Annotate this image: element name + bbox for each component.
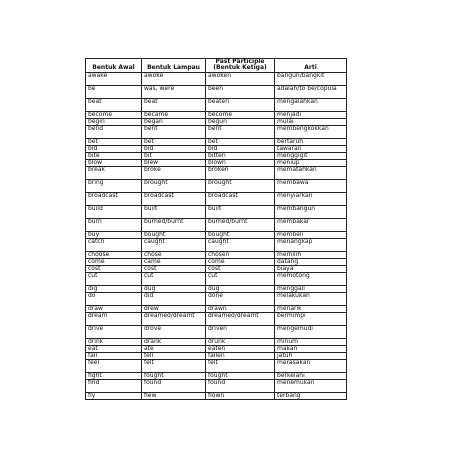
cell-past-participle: cost: [206, 266, 275, 273]
cell-bentuk-lampau: bet: [142, 139, 206, 146]
cell-arti: minum: [275, 339, 347, 346]
cell-bentuk-lampau: found: [142, 380, 206, 393]
cell-arti: mengalahkan: [275, 99, 347, 112]
table-row: [86, 219, 347, 232]
cell-arti: menyiarkan: [275, 193, 347, 206]
cell-past-participle: been: [206, 86, 275, 99]
irregular-verbs-table: [85, 58, 347, 400]
cell-past-participle: become: [206, 112, 275, 119]
table-row: [86, 259, 347, 266]
cell-past-participle: begun: [206, 119, 275, 126]
cell-bentuk-awal: cost: [86, 266, 142, 273]
cell-past-participle: broadcast: [206, 193, 275, 206]
cell-arti: merasakan: [275, 360, 347, 373]
cell-bentuk-awal: drive: [86, 326, 142, 339]
cell-arti: menarik: [275, 306, 347, 313]
cell-bentuk-awal: begin: [86, 119, 142, 126]
cell-bentuk-awal: build: [86, 206, 142, 219]
cell-bentuk-lampau: drove: [142, 326, 206, 339]
cell-bentuk-awal: eat: [86, 346, 142, 353]
header-bentuk-awal: Bentuk Awal: [86, 59, 142, 73]
cell-past-participle: fought: [206, 373, 275, 380]
cell-arti: menemukan: [275, 380, 347, 393]
cell-arti: meniup: [275, 160, 347, 167]
cell-arti: menggigit: [275, 153, 347, 160]
header-row: [86, 59, 347, 73]
cell-past-participle: bet: [206, 139, 275, 146]
cell-past-participle: chosen: [206, 252, 275, 259]
cell-bentuk-lampau: felt: [142, 360, 206, 373]
table-row: [86, 360, 347, 373]
table-row: [86, 293, 347, 306]
cell-arti: berkelahi: [275, 373, 347, 380]
cell-arti: melakukan: [275, 293, 347, 306]
cell-arti: bermimpi: [275, 313, 347, 326]
cell-arti: membengkokkan: [275, 126, 347, 139]
table-header: [86, 59, 347, 73]
cell-bentuk-awal: fight: [86, 373, 142, 380]
cell-past-participle: flown: [206, 393, 275, 400]
cell-bentuk-lampau: broadcast: [142, 193, 206, 206]
cell-bentuk-awal: dream: [86, 313, 142, 326]
table-row: [86, 119, 347, 126]
cell-arti: jatuh: [275, 353, 347, 360]
table-row: [86, 306, 347, 313]
table-body: [86, 73, 347, 400]
cell-arti: menggali: [275, 286, 347, 293]
cell-bentuk-awal: dig: [86, 286, 142, 293]
cell-bentuk-awal: fly: [86, 393, 142, 400]
cell-arti: membangun: [275, 206, 347, 219]
cell-bentuk-awal: do: [86, 293, 142, 306]
cell-past-participle: done: [206, 293, 275, 306]
table-row: [86, 126, 347, 139]
cell-past-participle: fallen: [206, 353, 275, 360]
table-row: [86, 167, 347, 180]
cell-bentuk-awal: become: [86, 112, 142, 119]
cell-past-participle: bid: [206, 146, 275, 153]
cell-bentuk-lampau: burned/burnt: [142, 219, 206, 232]
header-past-participle-line1: Past Participle: [215, 58, 265, 65]
cell-bentuk-awal: bid: [86, 146, 142, 153]
cell-arti: terbang: [275, 393, 347, 400]
table-row: [86, 73, 347, 86]
table-row: [86, 373, 347, 380]
cell-bentuk-lampau: fought: [142, 373, 206, 380]
table-row: [86, 339, 347, 346]
header-past-participle-line2: (Bentuk Ketiga): [213, 64, 267, 71]
cell-arti: datang: [275, 259, 347, 266]
cell-bentuk-lampau: beat: [142, 99, 206, 112]
cell-arti: membawa: [275, 180, 347, 193]
cell-bentuk-awal: bring: [86, 180, 142, 193]
table-row: [86, 266, 347, 273]
cell-bentuk-awal: choose: [86, 252, 142, 259]
cell-bentuk-lampau: came: [142, 259, 206, 266]
table-row: [86, 313, 347, 326]
cell-past-participle: found: [206, 380, 275, 393]
cell-arti: tawaran: [275, 146, 347, 153]
cell-past-participle: built: [206, 206, 275, 219]
cell-bentuk-awal: feel: [86, 360, 142, 373]
cell-bentuk-awal: drink: [86, 339, 142, 346]
cell-bentuk-awal: catch: [86, 239, 142, 252]
cell-bentuk-awal: broadcast: [86, 193, 142, 206]
cell-arti: membakar: [275, 219, 347, 232]
cell-bentuk-lampau: blew: [142, 160, 206, 167]
cell-bentuk-awal: break: [86, 167, 142, 180]
cell-arti: bangun/bangkit: [275, 73, 347, 86]
cell-arti: memotong: [275, 273, 347, 286]
cell-bentuk-awal: bend: [86, 126, 142, 139]
cell-arti: mematahkan: [275, 167, 347, 180]
cell-past-participle: blown: [206, 160, 275, 167]
table-row: [86, 112, 347, 119]
table-row: [86, 206, 347, 219]
cell-bentuk-awal: awake: [86, 73, 142, 86]
cell-past-participle: drawn: [206, 306, 275, 313]
cell-past-participle: dug: [206, 286, 275, 293]
cell-bentuk-awal: buy: [86, 232, 142, 239]
cell-bentuk-awal: blow: [86, 160, 142, 167]
cell-past-participle: bought: [206, 232, 275, 239]
cell-bentuk-lampau: bought: [142, 232, 206, 239]
cell-past-participle: eaten: [206, 346, 275, 353]
table-row: [86, 346, 347, 353]
cell-bentuk-awal: bet: [86, 139, 142, 146]
cell-bentuk-lampau: fell: [142, 353, 206, 360]
table-row: [86, 160, 347, 167]
cell-bentuk-lampau: built: [142, 206, 206, 219]
cell-bentuk-lampau: dreamed/dreamt: [142, 313, 206, 326]
cell-arti: membeli: [275, 232, 347, 239]
cell-past-participle: bent: [206, 126, 275, 139]
cell-arti: mulai: [275, 119, 347, 126]
cell-arti: menangkap: [275, 239, 347, 252]
cell-bentuk-lampau: caught: [142, 239, 206, 252]
cell-bentuk-lampau: was, were: [142, 86, 206, 99]
cell-arti: menjadi: [275, 112, 347, 119]
table-row: [86, 139, 347, 146]
table-row: [86, 353, 347, 360]
cell-past-participle: awoken: [206, 73, 275, 86]
cell-bentuk-awal: beat: [86, 99, 142, 112]
table-row: [86, 252, 347, 259]
table-row: [86, 273, 347, 286]
cell-past-participle: bitten: [206, 153, 275, 160]
table-row: [86, 86, 347, 99]
cell-bentuk-lampau: drank: [142, 339, 206, 346]
cell-arti: makan: [275, 346, 347, 353]
table-row: [86, 380, 347, 393]
cell-past-participle: come: [206, 259, 275, 266]
cell-past-participle: cut: [206, 273, 275, 286]
cell-bentuk-awal: fall: [86, 353, 142, 360]
cell-bentuk-lampau: bit: [142, 153, 206, 160]
cell-arti: adalah/to be/copula: [275, 86, 347, 99]
cell-past-participle: burned/burnt: [206, 219, 275, 232]
cell-bentuk-lampau: chose: [142, 252, 206, 259]
cell-bentuk-awal: find: [86, 380, 142, 393]
cell-bentuk-awal: burn: [86, 219, 142, 232]
cell-arti: memilih: [275, 252, 347, 259]
cell-bentuk-lampau: cost: [142, 266, 206, 273]
cell-bentuk-lampau: broke: [142, 167, 206, 180]
cell-past-participle: driven: [206, 326, 275, 339]
table-row: [86, 232, 347, 239]
table-row: [86, 286, 347, 293]
cell-bentuk-lampau: brought: [142, 180, 206, 193]
cell-bentuk-lampau: cut: [142, 273, 206, 286]
table-row: [86, 153, 347, 160]
cell-bentuk-lampau: became: [142, 112, 206, 119]
document-sheet: [85, 58, 346, 397]
table-row: [86, 180, 347, 193]
table-row: [86, 326, 347, 339]
cell-arti: mengemudi: [275, 326, 347, 339]
cell-arti: biaya: [275, 266, 347, 273]
table-row: [86, 146, 347, 153]
cell-bentuk-awal: draw: [86, 306, 142, 313]
header-arti: Arti: [275, 59, 347, 73]
cell-past-participle: felt: [206, 360, 275, 373]
cell-bentuk-lampau: ate: [142, 346, 206, 353]
cell-bentuk-lampau: did: [142, 293, 206, 306]
cell-bentuk-awal: bite: [86, 153, 142, 160]
cell-bentuk-lampau: bent: [142, 126, 206, 139]
cell-arti: bertaruh: [275, 139, 347, 146]
table-row: [86, 393, 347, 400]
cell-bentuk-lampau: drew: [142, 306, 206, 313]
header-bentuk-lampau: Bentuk Lampau: [142, 59, 206, 73]
table-row: [86, 193, 347, 206]
cell-past-participle: dreamed/dreamt: [206, 313, 275, 326]
table-row: [86, 99, 347, 112]
cell-bentuk-lampau: bid: [142, 146, 206, 153]
table-row: [86, 239, 347, 252]
cell-bentuk-awal: cut: [86, 273, 142, 286]
cell-bentuk-lampau: began: [142, 119, 206, 126]
cell-bentuk-lampau: awoke: [142, 73, 206, 86]
cell-bentuk-lampau: flew: [142, 393, 206, 400]
cell-bentuk-lampau: dug: [142, 286, 206, 293]
cell-past-participle: broken: [206, 167, 275, 180]
cell-bentuk-awal: be: [86, 86, 142, 99]
cell-past-participle: brought: [206, 180, 275, 193]
cell-past-participle: beaten: [206, 99, 275, 112]
cell-past-participle: caught: [206, 239, 275, 252]
header-past-participle: [206, 59, 275, 73]
cell-bentuk-awal: come: [86, 259, 142, 266]
cell-past-participle: drunk: [206, 339, 275, 346]
